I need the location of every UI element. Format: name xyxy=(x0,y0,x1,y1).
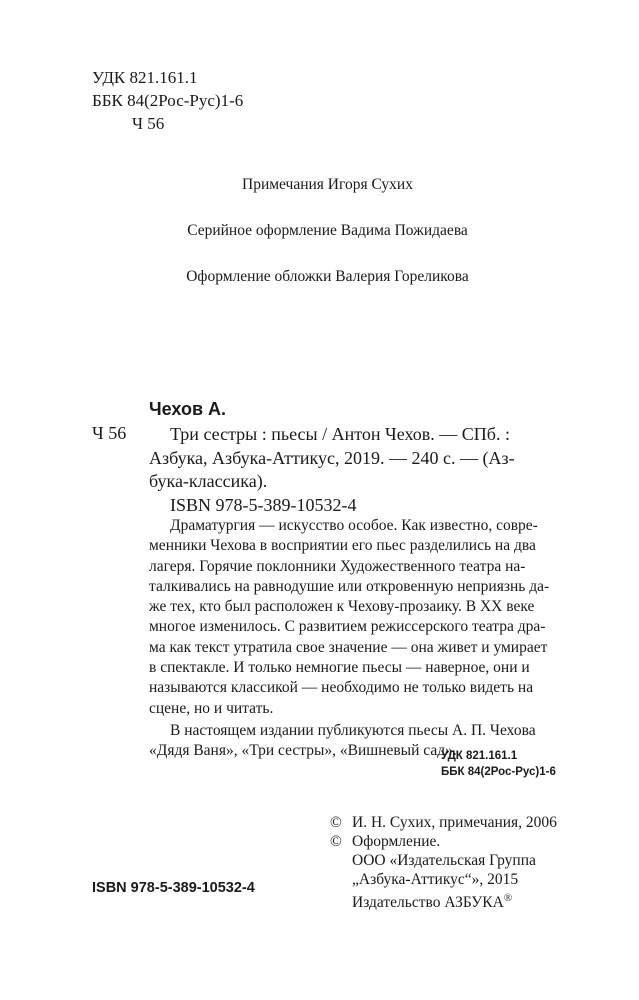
biblio-line: бука-классика). xyxy=(149,471,268,491)
annotation-line: ма как текст утратила свое значение — она живет и умирает xyxy=(149,638,548,656)
annotation-line: В настоящем издании публикуются пьесы А. П. Чехова xyxy=(170,721,536,739)
copyright-line-3: ООО «Издательская Группа xyxy=(352,852,536,869)
credit-cover-design: Оформление обложки Валерия Гореликова xyxy=(186,268,469,285)
annotation-line: в спектакле. И только немногие пьесы — наверное, они и xyxy=(149,659,530,677)
entry-sign: Ч 56 xyxy=(92,423,127,443)
annotation-line: называются классикой — необходимо не только видеть на xyxy=(149,679,534,697)
bbk-code: ББК 84(2Рос-Рус)1-6 xyxy=(92,91,244,110)
annotation-line: «Дядя Ваня», «Три сестры», «Вишневый сад». xyxy=(149,742,457,760)
copyright-line-5: Издательство АЗБУКА® xyxy=(352,892,513,912)
annotation-line: менники Чехова в восприятии его пьес разделились на два xyxy=(149,537,536,555)
udk-code: УДК 821.161.1 xyxy=(92,68,198,87)
copyright-icon: © xyxy=(330,833,342,850)
annotation-line: многое изменилось. С развитием режиссерского театра дра- xyxy=(149,618,546,636)
annotation-line: сцене, но и читать. xyxy=(149,699,274,717)
annotation-line: лагеря. Горячие поклонники Художественного театра на- xyxy=(149,557,526,575)
isbn-bottom: ISBN 978-5-389-10532-4 xyxy=(92,880,255,896)
author-sign: Ч 56 xyxy=(132,114,165,133)
biblio-line: Азбука, Азбука-Аттикус, 2019. — 240 с. — (Аз- xyxy=(149,447,515,468)
credit-series-design: Серийное оформление Вадима Пожидаева xyxy=(187,222,468,239)
entry-bbk: ББК 84(2Рос-Рус)1-6 xyxy=(441,766,556,778)
annotation-line: же тех, кто был расположен к Чехову-прозаику. В XX веке xyxy=(149,598,535,616)
annotation-line: талкивались на равнодушие или откровенную неприязнь да- xyxy=(149,577,550,595)
copyright-line-2: © Оформление. xyxy=(330,833,441,850)
biblio-line: Три сестры : пьесы / Антон Чехов. — СПб. : xyxy=(170,424,510,444)
entry-isbn: ISBN 978-5-389-10532-4 xyxy=(170,494,357,515)
annotation-line: Драматургия — искусство особое. Как известно, совре- xyxy=(170,517,538,534)
copyright-line-1: © И. Н. Сухих, примечания, 2006 xyxy=(330,814,557,831)
entry-annotation xyxy=(149,516,579,762)
credit-notes: Примечания Игоря Сухих xyxy=(242,176,413,193)
entry-bibliographic-description xyxy=(149,423,579,517)
copyright-icon: © xyxy=(330,814,342,831)
entry-author: Чехов А. xyxy=(149,399,227,419)
entry-udk: УДК 821.161.1 xyxy=(441,750,518,762)
registered-icon: ® xyxy=(503,892,513,904)
copyright-line-4: „Азбука-Аттикус“», 2015 xyxy=(352,871,519,888)
